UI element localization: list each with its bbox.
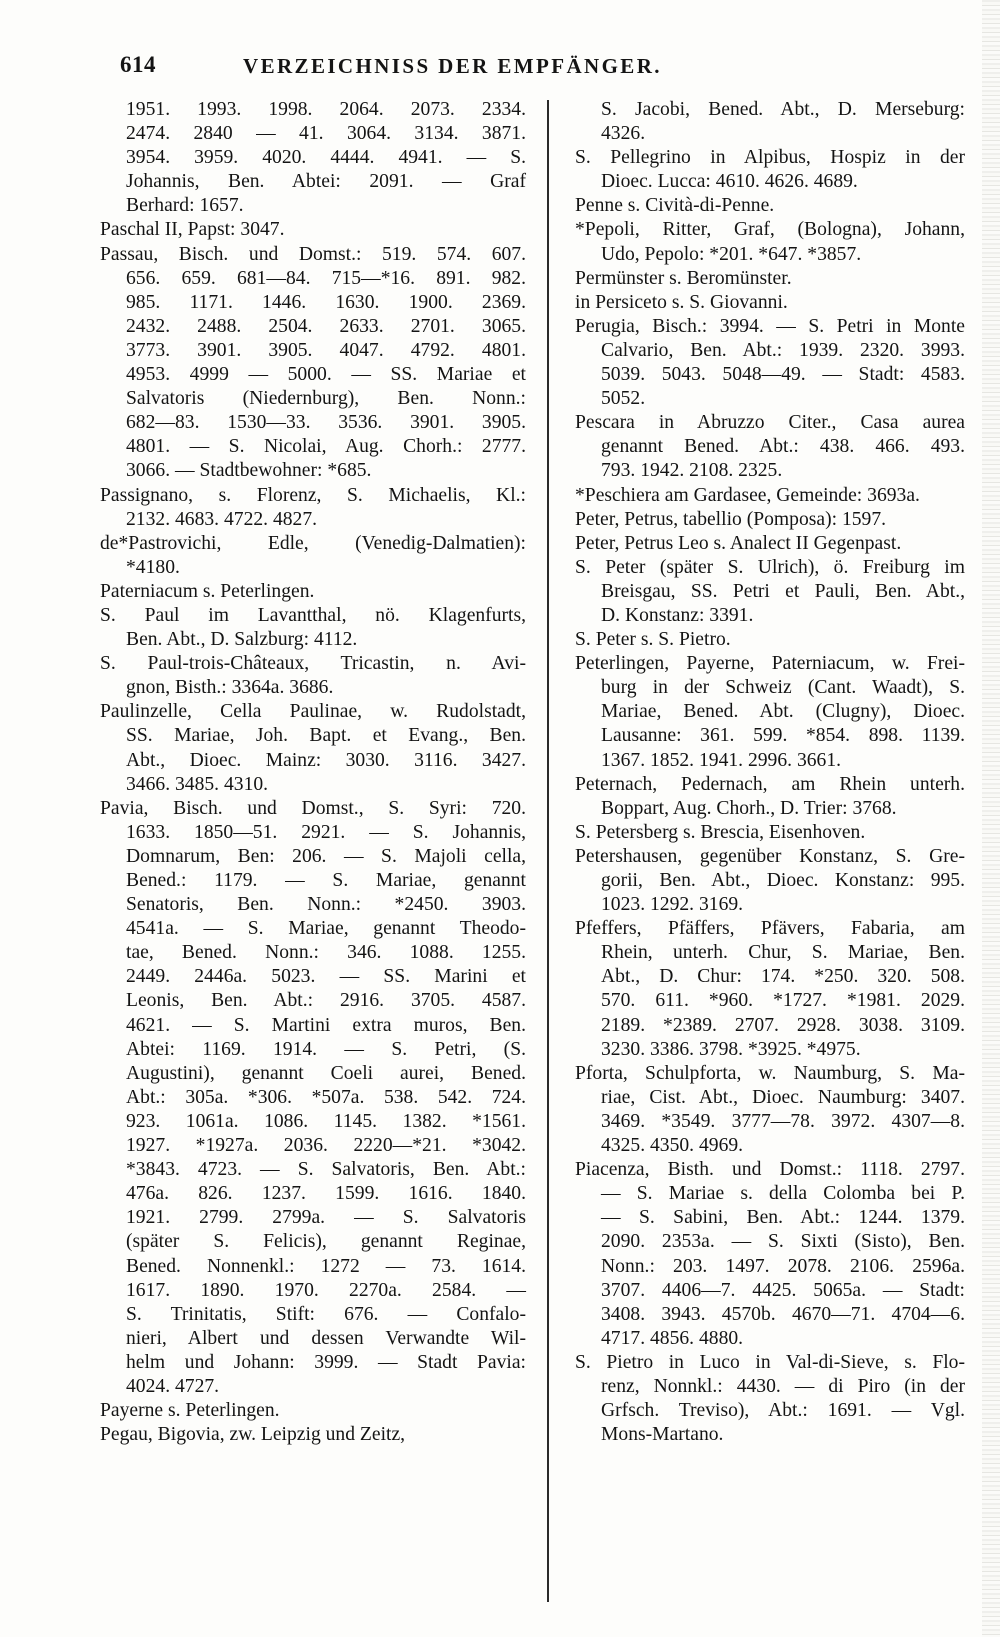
entry-line: 3773. 3901. 3905. 4047. 4792. 4801. (126, 339, 526, 361)
entry-line: Permünster s. Beromünster. (575, 267, 792, 289)
entry-line: *3843. 4723. — S. Salvatoris, Ben. Abt.: (126, 1159, 526, 1181)
entry-line: — S. Mariae s. della Colomba bei P. (601, 1183, 965, 1205)
index-entry (575, 291, 965, 315)
entry-line: Augustini), genannt Coeli aurei, Bened. (126, 1062, 526, 1084)
index-entry (575, 845, 965, 917)
entry-line: 2090. 2353a. — S. Sixti (Sisto), Ben. (601, 1231, 965, 1253)
entry-line: *4180. (126, 556, 180, 578)
index-entry (575, 628, 965, 652)
entry-line: 682—83. 1530—33. 3536. 3901. 3905. (126, 412, 526, 434)
entry-line: genannt Bened. Abt.: 438. 466. 493. (601, 436, 965, 458)
index-entry (575, 821, 965, 845)
entry-line: burg in der Schweiz (Cant. Waadt), S. (601, 677, 965, 699)
entry-line: S. Trinitatis, Stift: 676. — Confalo- (126, 1303, 526, 1325)
entry-line: 923. 1061a. 1086. 1145. 1382. *1561. (126, 1110, 526, 1132)
entry-line: Abt.: 305a. *306. *507a. 538. 542. 724. (126, 1086, 526, 1108)
entry-line: *Pepoli, Ritter, Graf, (Bologna), Johann, (575, 219, 965, 241)
index-entry (575, 652, 965, 772)
entry-line: 2474. 2840 — 41. 3064. 3134. 3871. (126, 123, 526, 145)
entry-line: 1023. 1292. 3169. (601, 894, 744, 916)
entry-line: Abt., D. Chur: 174. *250. 320. 508. (601, 966, 965, 988)
index-entry-continued (100, 98, 526, 218)
page-number: 614 (120, 52, 156, 77)
entry-line: 4326. (601, 123, 646, 145)
entry-line: Peter, Petrus, tabellio (Pomposa): 1597. (575, 508, 887, 530)
entry-line: Abt., Dioec. Mainz: 3030. 3116. 3427. (126, 749, 526, 771)
entry-line: 2189. *2389. 2707. 2928. 3038. 3109. (601, 1014, 965, 1036)
entry-line: Boppart, Aug. Chorh., D. Trier: 3768. (601, 797, 897, 819)
entry-line: tae, Bened. Nonn.: 346. 1088. 1255. (126, 942, 526, 964)
index-entry (575, 218, 965, 266)
entry-line: Peternach, Pedernach, am Rhein unterh. (575, 773, 965, 795)
entry-line: 4325. 4350. 4969. (601, 1135, 744, 1157)
entry-line: 3954. 3959. 4020. 4444. 4941. — S. (126, 147, 526, 169)
entry-line: Perugia, Bisch.: 3994. — S. Petri in Monte (575, 315, 965, 337)
entry-line: gnon, Bisth.: 3364a. 3686. (126, 677, 334, 699)
entry-line: 3466. 3485. 4310. (126, 773, 269, 795)
entry-line: Peter, Petrus Leo s. Analect II Gegenpast. (575, 532, 902, 554)
entry-line: 5039. 5043. 5048—49. — Stadt: 4583. (601, 364, 965, 386)
entry-line: Calvario, Ben. Abt.: 1939. 2320. 3993. (601, 339, 965, 361)
entry-line: 2432. 2488. 2504. 2633. 2701. 3065. (126, 315, 526, 337)
entry-line: S. Jacobi, Bened. Abt., D. Merseburg: (601, 99, 965, 120)
entry-line: Mariae, Bened. Abt. (Clugny), Dioec. (601, 701, 965, 723)
entry-line: Bened. Nonnenkl.: 1272 — 73. 1614. (126, 1255, 526, 1277)
scan-edge (982, 0, 1000, 1637)
entry-line: S. Pietro in Luco in Val-di-Sieve, s. Flo- (575, 1351, 965, 1373)
entry-line: 4953. 4999 — 5000. — SS. Mariae et (126, 364, 526, 386)
entry-line: S. Paul im Lavantthal, nö. Klagenfurts, (100, 604, 526, 626)
entry-line: Passau, Bisch. und Domst.: 519. 574. 607. (100, 243, 526, 265)
index-entry (575, 773, 965, 821)
entry-line: Payerne s. Peterlingen. (100, 1400, 280, 1422)
entry-line: 3230. 3386. 3798. *3925. *4975. (601, 1038, 861, 1060)
entry-line: 3469. *3549. 3777—78. 3972. 4307—8. (601, 1110, 965, 1132)
entry-line: Pforta, Schulpforta, w. Naumburg, S. Ma- (575, 1062, 965, 1084)
entry-line: Pavia, Bisch. und Domst., S. Syri: 720. (100, 797, 526, 819)
entry-line: 1617. 1890. 1970. 2270a. 2584. — (126, 1279, 526, 1301)
page-header (120, 52, 940, 86)
index-entry (575, 1158, 965, 1351)
entry-line: Petershausen, gegenüber Konstanz, S. Gre- (575, 845, 965, 867)
entry-line: 570. 611. *960. *1727. *1981. 2029. (601, 990, 965, 1012)
left-column (100, 98, 526, 1447)
entry-line: Bened.: 1179. — S. Mariae, genannt (126, 870, 526, 891)
entry-line: 1633. 1850—51. 2921. — S. Johannis, (126, 821, 526, 843)
index-entry (575, 411, 965, 483)
index-entry (575, 315, 965, 411)
entry-line: 4801. — S. Nicolai, Aug. Chorh.: 2777. (126, 436, 526, 458)
index-entry (575, 532, 965, 556)
column-divider (547, 100, 549, 1602)
entry-line: 1951. 1993. 1998. 2064. 2073. 2334. (126, 99, 526, 120)
entry-line: Salvatoris (Niedernburg), Ben. Nonn.: (126, 388, 526, 410)
entry-line: 793. 1942. 2108. 2325. (601, 460, 783, 482)
entry-line: Pescara in Abruzzo Citer., Casa aurea (575, 412, 965, 434)
entry-line: Passignano, s. Florenz, S. Michaelis, Kl.: (100, 484, 526, 506)
entry-line: riae, Cist. Abt., Dioec. Naumburg: 3407. (601, 1086, 965, 1108)
entry-line: 4024. 4727. (126, 1375, 220, 1397)
entry-line: Peterlingen, Payerne, Paterniacum, w. Frei- (575, 653, 965, 675)
index-entry (100, 1399, 526, 1423)
entry-line: 4541a. — S. Mariae, genannt Theodo- (126, 918, 526, 940)
entry-line: Mons-Martano. (601, 1424, 724, 1446)
entry-line: Piacenza, Bisth. und Domst.: 1118. 2797. (575, 1159, 965, 1181)
entry-line: 476a. 826. 1237. 1599. 1616. 1840. (126, 1183, 526, 1205)
entry-line: Berhard: 1657. (126, 195, 244, 217)
entry-line: Grfsch. Treviso), Abt.: 1691. — Vgl. (601, 1400, 965, 1422)
entry-line: 2132. 4683. 4722. 4827. (126, 508, 318, 530)
entry-line: Breisgau, SS. Petri et Pauli, Ben. Abt., (601, 580, 965, 602)
entry-line: 1927. *1927a. 2036. 2220—*21. *3042. (126, 1135, 526, 1157)
entry-line: D. Konstanz: 3391. (601, 604, 754, 626)
entry-line: 4621. — S. Martini extra muros, Ben. (126, 1014, 526, 1036)
index-entry (575, 1062, 965, 1158)
entry-line: SS. Mariae, Joh. Bapt. et Evang., Ben. (126, 725, 526, 747)
index-entry (575, 508, 965, 532)
entry-line: 3408. 3943. 4570b. 4670—71. 4704—6. (601, 1303, 965, 1325)
index-entry-continued (575, 98, 965, 146)
entry-line: 3066. — Stadtbewohner: *685. (126, 460, 372, 482)
index-entry (575, 1351, 965, 1447)
entry-line: 1921. 2799. 2799a. — S. Salvatoris (126, 1207, 526, 1229)
index-entry (575, 146, 965, 194)
entry-line: *Peschiera am Gardasee, Gemeinde: 3693a. (575, 484, 920, 506)
index-entry (575, 194, 965, 218)
entry-line: Dioec. Lucca: 4610. 4626. 4689. (601, 171, 858, 193)
entry-line: helm und Johann: 3999. — Stadt Pavia: (126, 1351, 526, 1373)
entry-line: S. Pellegrino in Alpibus, Hospiz in der (575, 147, 965, 169)
entry-line: Lausanne: 361. 599. *854. 898. 1139. (601, 725, 965, 747)
index-entry (575, 556, 965, 628)
index-entry (100, 243, 526, 484)
entry-line: 5052. (601, 388, 646, 410)
entry-line: Pegau, Bigovia, zw. Leipzig und Zeitz, (100, 1424, 406, 1446)
index-entry (100, 580, 526, 604)
entry-line: gorii, Ben. Abt., Dioec. Konstanz: 995. (601, 870, 965, 891)
entry-line: Paschal II, Papst: 3047. (100, 219, 285, 241)
entry-line: Paulinzelle, Cella Paulinae, w. Rudolstadt, (100, 701, 526, 723)
index-entry (100, 700, 526, 796)
index-entry (100, 604, 526, 652)
entry-line: Paterniacum s. Peterlingen. (100, 580, 315, 602)
entry-line: Rhein, unterh. Chur, S. Mariae, Ben. (601, 942, 965, 964)
right-column (575, 98, 965, 1447)
entry-line: 1367. 1852. 1941. 2996. 3661. (601, 749, 842, 771)
entry-line: Penne s. Cività-di-Penne. (575, 195, 775, 217)
entry-line: Leonis, Ben. Abt.: 2916. 3705. 4587. (126, 990, 526, 1012)
entry-line: — S. Sabini, Ben. Abt.: 1244. 1379. (601, 1207, 965, 1229)
entry-line: Senatoris, Ben. Nonn.: *2450. 3903. (126, 894, 526, 916)
entry-line: 3707. 4406—7. 4425. 5065a. — Stadt: (601, 1279, 965, 1301)
entry-line: Domnarum, Ben: 206. — S. Majoli cella, (126, 845, 526, 867)
entry-line: (später S. Felicis), genannt Reginae, (126, 1231, 526, 1253)
entry-line: Nonn.: 203. 1497. 2078. 2106. 2596a. (601, 1255, 965, 1277)
entry-line: S. Paul-trois-Châteaux, Tricastin, n. Avi- (100, 653, 526, 675)
running-title: VERZEICHNISS DER EMPFÄNGER. (243, 54, 662, 78)
entry-line: Abtei: 1169. 1914. — S. Petri, (S. (126, 1038, 526, 1060)
index-entry (575, 917, 965, 1062)
entry-line: in Persiceto s. S. Giovanni. (575, 291, 788, 313)
index-entry (575, 484, 965, 508)
index-entry (100, 484, 526, 532)
entry-line: Udo, Pepolo: *201. *647. *3857. (601, 243, 862, 265)
index-entry (100, 532, 526, 580)
entry-line: Pfeffers, Pfäffers, Pfävers, Fabaria, am (575, 918, 965, 940)
entry-line: 2449. 2446a. 5023. — SS. Marini et (126, 966, 526, 988)
index-entry (100, 797, 526, 1399)
entry-line: 985. 1171. 1446. 1630. 1900. 2369. (126, 291, 526, 313)
entry-line: Ben. Abt., D. Salzburg: 4112. (126, 629, 358, 651)
index-entry (575, 267, 965, 291)
index-entry (100, 1423, 526, 1447)
entry-line: nieri, Albert und dessen Verwandte Wil- (126, 1327, 526, 1349)
index-entry (100, 652, 526, 700)
entry-line: S. Petersberg s. Brescia, Eisenhoven. (575, 821, 866, 843)
entry-line: S. Peter s. S. Pietro. (575, 629, 731, 651)
entry-line: S. Peter (später S. Ulrich), ö. Freiburg im (575, 556, 965, 578)
index-entry (100, 218, 526, 242)
entry-line: renz, Nonnkl.: 4430. — di Piro (in der (601, 1375, 965, 1397)
entry-line: Johannis, Ben. Abtei: 2091. — Graf (126, 171, 526, 193)
entry-line: 4717. 4856. 4880. (601, 1327, 744, 1349)
entry-line: 656. 659. 681—84. 715—*16. 891. 982. (126, 267, 526, 289)
entry-line: de*Pastrovichi, Edle, (Venedig-Dalmatien): (100, 532, 526, 554)
